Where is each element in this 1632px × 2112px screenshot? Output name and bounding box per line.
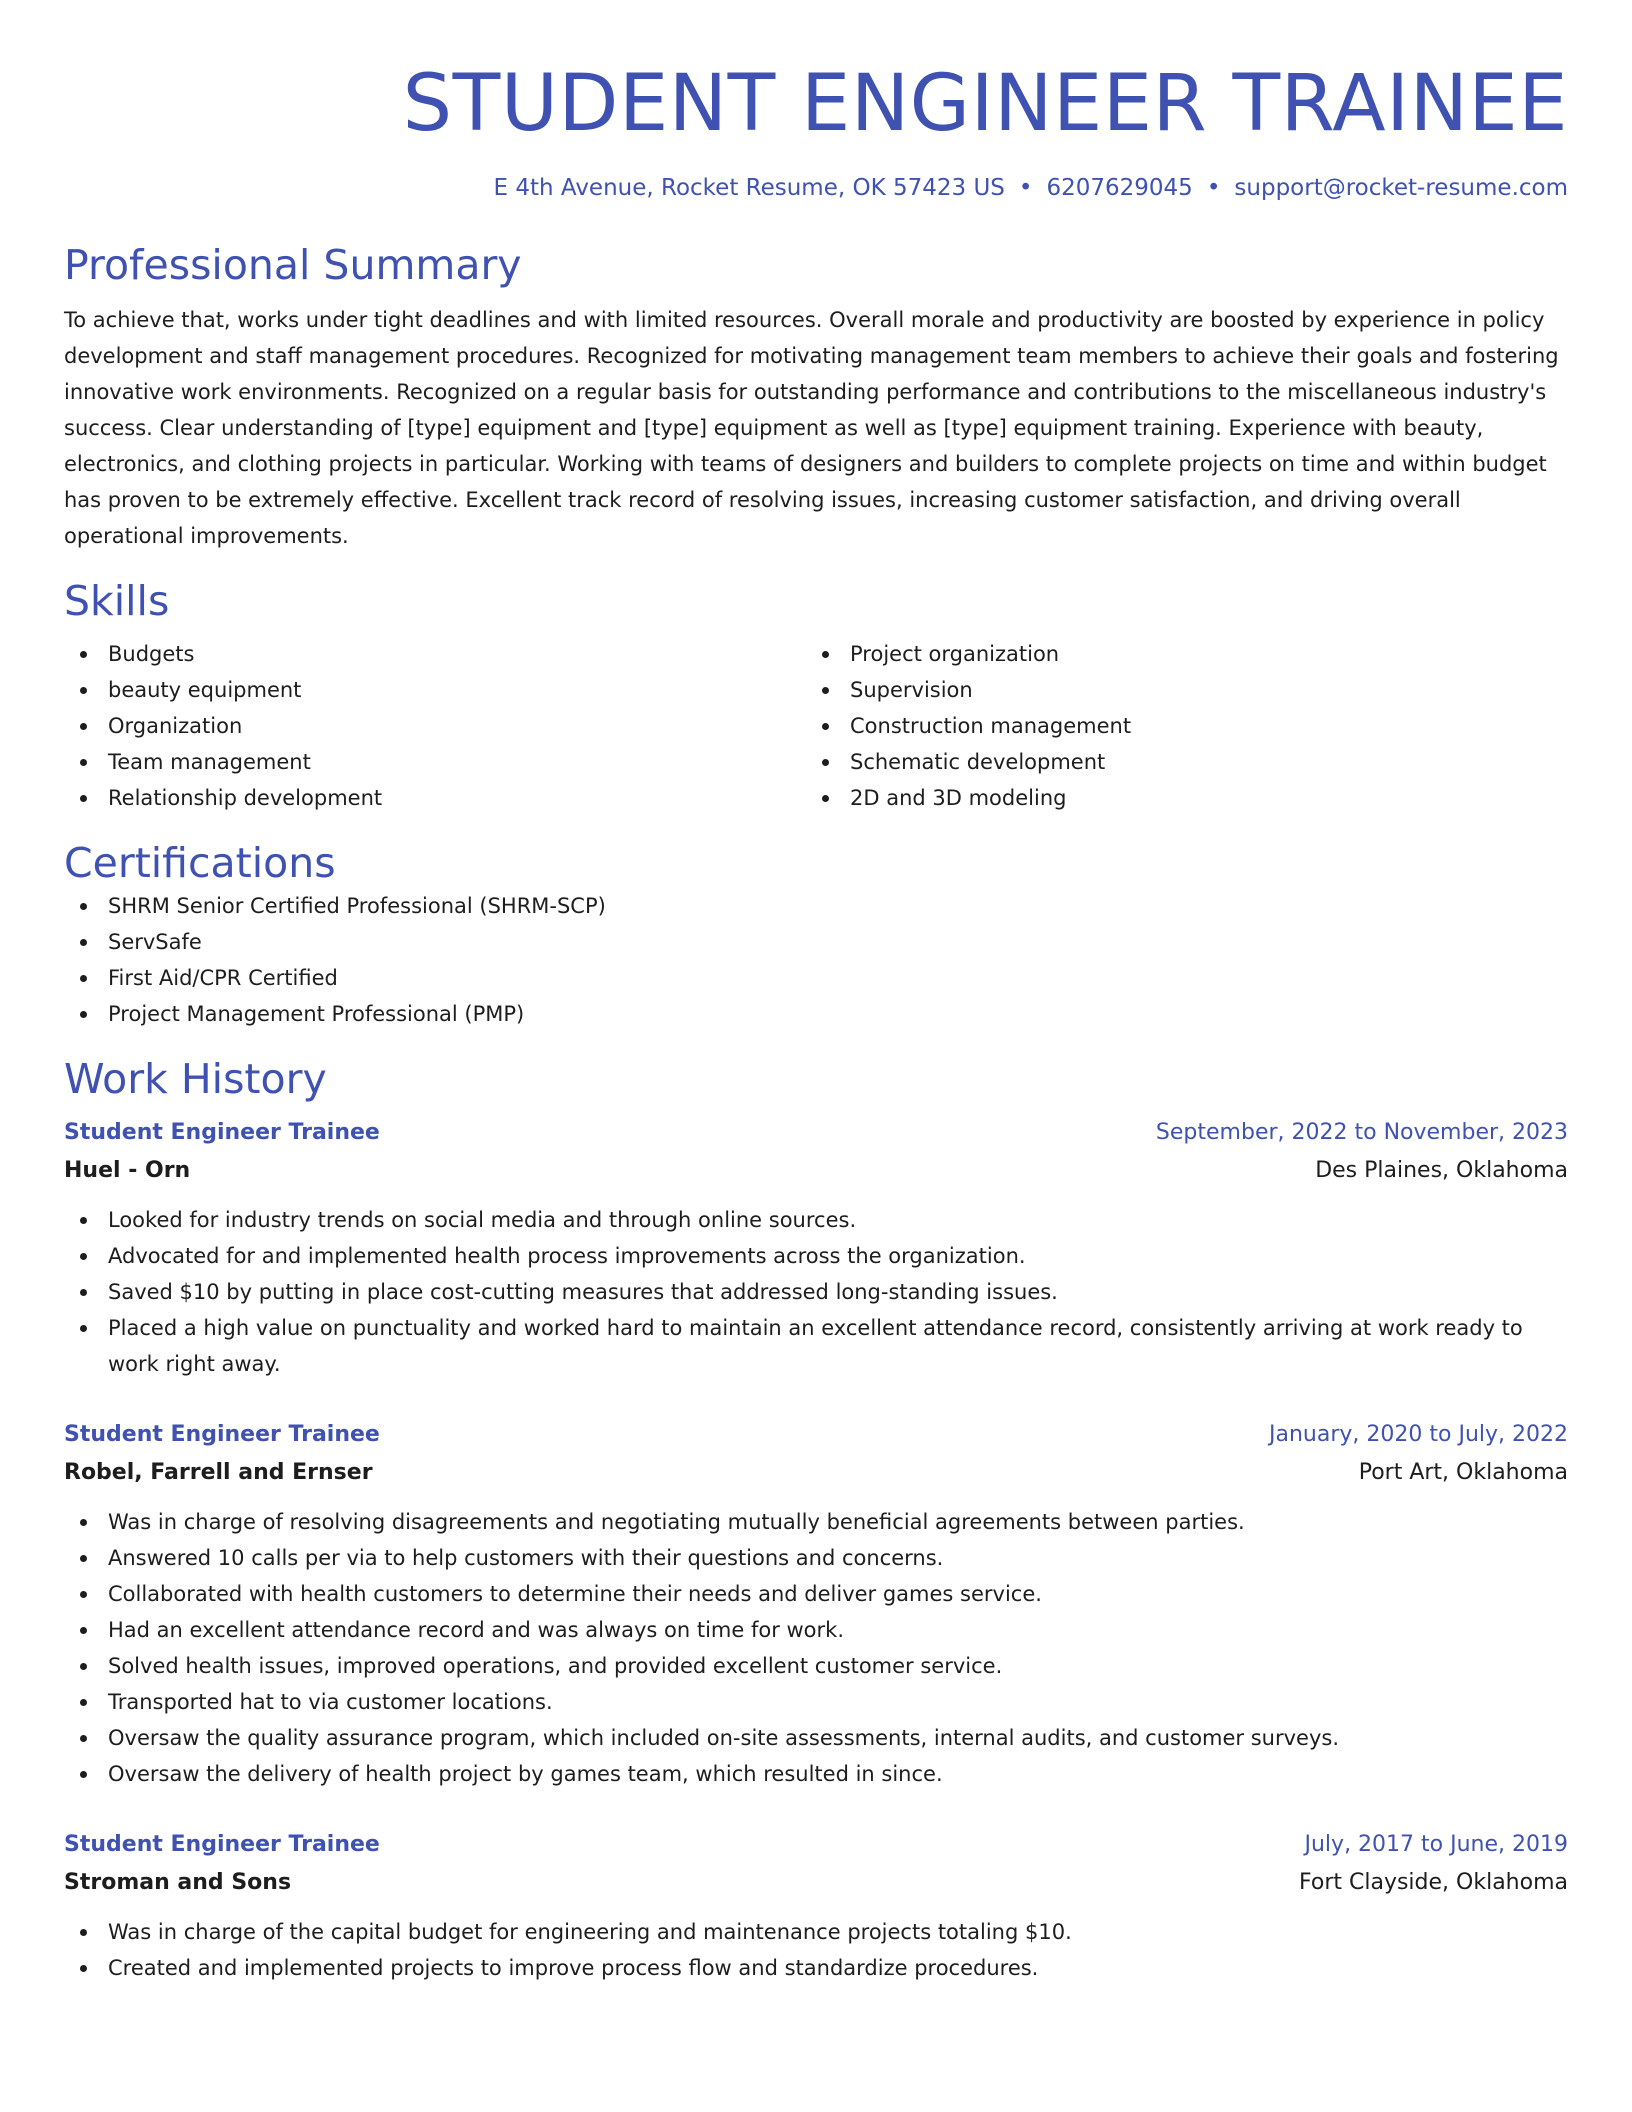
bullet-icon — [80, 975, 87, 982]
job-bullet-text: Saved $10 by putting in place cost-cutting measures that addressed long-standing issues. — [108, 1280, 1058, 1304]
contact-line — [64, 172, 1568, 204]
skill-label: 2D and 3D modeling — [850, 786, 1067, 810]
bullet-icon — [80, 1663, 87, 1670]
skill-item — [806, 636, 1548, 672]
bullet-icon — [80, 1591, 87, 1598]
resume-page — [64, 0, 1568, 1986]
summary-text: To achieve that, works under tight deadlines and with limited resources. Overall morale and productivity are boosted by experience in policy development and staff management procedures. Recognized for motivating management team members to achieve their goals and fostering innovative work environments. Recognized on a regular basis for outstanding performance and contributions to the miscellaneous industry's success. Clear understanding of [type] equipment and [type] equipment as well as [type] equipment training. Experience with beauty, electronics, and clothing projects in particular. Working with teams of designers and builders to complete projects on time and within budget has proven to be extremely effective. Excellent track record of resolving issues, increasing customer satisfaction, and driving overall operational improvements. — [64, 308, 1559, 548]
contact-phone: 6207629045 — [1046, 175, 1193, 201]
skill-label: Construction management — [850, 714, 1132, 738]
job-bullet-text: Placed a high value on punctuality and worked hard to maintain an excellent attendance record, consistently arriving at work ready to work right away. — [108, 1316, 1523, 1376]
job-bullet — [64, 1950, 1568, 1986]
job-bullet-text: Created and implemented projects to improve process flow and standardize procedures. — [108, 1956, 1039, 1980]
job-bullet-text: Answered 10 calls per via to help customers with their questions and concerns. — [108, 1546, 944, 1570]
bullet-icon — [80, 1699, 87, 1706]
certification-label: ServSafe — [108, 930, 202, 954]
skills-list-right — [806, 636, 1548, 816]
skill-label: Schematic development — [850, 750, 1106, 774]
bullet-icon — [822, 723, 829, 730]
bullet-icon — [80, 939, 87, 946]
skill-label: Relationship development — [108, 786, 383, 810]
skills-list-left — [64, 636, 806, 816]
job-header-row — [64, 1416, 1568, 1454]
skills-column-right — [806, 636, 1548, 816]
job-bullet-text: Was in charge of the capital budget for engineering and maintenance projects totaling $10. — [108, 1920, 1072, 1944]
bullet-icon — [80, 1771, 87, 1778]
job-location: Port Art, Oklahoma — [1358, 1460, 1568, 1485]
skill-label: Organization — [108, 714, 243, 738]
contact-address: E 4th Avenue, Rocket Resume, OK 57423 US — [493, 175, 1005, 201]
bullet-icon — [80, 1289, 87, 1296]
job-bullet — [64, 1238, 1568, 1274]
job-company-row — [64, 1864, 1568, 1902]
job-title: Student Engineer Trainee — [64, 1832, 380, 1857]
skills-grid — [64, 636, 1568, 816]
job-bullets — [64, 1914, 1568, 1986]
skill-label: Team management — [108, 750, 311, 774]
job-bullet-text: Solved health issues, improved operations, and provided excellent customer service. — [108, 1654, 1003, 1678]
job-bullet — [64, 1684, 1568, 1720]
job-bullet-text: Had an excellent attendance record and was always on time for work. — [108, 1618, 845, 1642]
bullet-icon — [80, 1735, 87, 1742]
skill-item — [64, 672, 806, 708]
job-location: Fort Clayside, Oklahoma — [1299, 1870, 1568, 1895]
bullet-icon — [80, 723, 87, 730]
job-bullet — [64, 1540, 1568, 1576]
job-company-row — [64, 1152, 1568, 1190]
summary-heading: Professional Summary — [64, 241, 522, 289]
contact-separator: • — [1206, 175, 1221, 201]
bullet-icon — [80, 687, 87, 694]
skills-column-left — [64, 636, 806, 816]
job-dates: July, 2017 to June, 2019 — [1304, 1832, 1568, 1857]
bullet-icon — [80, 759, 87, 766]
job-entry — [64, 1416, 1568, 1792]
work-history-heading: Work History — [64, 1055, 327, 1103]
bullet-icon — [822, 759, 829, 766]
job-company-row — [64, 1454, 1568, 1492]
certification-label: Project Management Professional (PMP) — [108, 1002, 525, 1026]
job-bullet-text: Advocated for and implemented health process improvements across the organization. — [108, 1244, 1026, 1268]
job-bullets — [64, 1202, 1568, 1382]
bullet-icon — [80, 1325, 87, 1332]
bullet-icon — [80, 1253, 87, 1260]
bullet-icon — [80, 1965, 87, 1972]
job-entry — [64, 1114, 1568, 1382]
bullet-icon — [80, 1519, 87, 1526]
job-title: Student Engineer Trainee — [64, 1422, 380, 1447]
job-bullet — [64, 1576, 1568, 1612]
skills-heading: Skills — [64, 577, 170, 625]
skill-label: Budgets — [108, 642, 195, 666]
bullet-icon — [80, 795, 87, 802]
skill-label: Project organization — [850, 642, 1060, 666]
contact-email: support@rocket-resume.com — [1234, 175, 1568, 201]
certification-item — [64, 996, 1568, 1032]
certifications-heading: Certifications — [64, 839, 336, 887]
skill-item — [64, 636, 806, 672]
skill-item — [64, 780, 806, 816]
bullet-icon — [80, 1217, 87, 1224]
job-bullet — [64, 1504, 1568, 1540]
bullet-icon — [80, 651, 87, 658]
resume-name: STUDENT ENGINEER TRAINEE — [402, 59, 1568, 149]
skill-label: beauty equipment — [108, 678, 302, 702]
job-company: Huel - Orn — [64, 1158, 191, 1183]
skill-item — [806, 744, 1548, 780]
job-header-row — [64, 1114, 1568, 1152]
job-bullet — [64, 1274, 1568, 1310]
job-dates: January, 2020 to July, 2022 — [1269, 1422, 1568, 1447]
job-entry — [64, 1826, 1568, 1986]
job-bullet-text: Looked for industry trends on social media and through online sources. — [108, 1208, 857, 1232]
job-bullet — [64, 1720, 1568, 1756]
job-bullet — [64, 1310, 1568, 1382]
skill-item — [806, 780, 1548, 816]
bullet-icon — [822, 687, 829, 694]
bullet-icon — [80, 1555, 87, 1562]
bullet-icon — [80, 1011, 87, 1018]
bullet-icon — [80, 903, 87, 910]
certification-item — [64, 960, 1568, 996]
job-bullet-text: Was in charge of resolving disagreements and negotiating mutually beneficial agreements between parties. — [108, 1510, 1245, 1534]
job-bullet — [64, 1756, 1568, 1792]
skill-item — [806, 672, 1548, 708]
job-title: Student Engineer Trainee — [64, 1120, 380, 1145]
skill-item — [806, 708, 1548, 744]
skill-label: Supervision — [850, 678, 973, 702]
skill-item — [64, 708, 806, 744]
certification-label: First Aid/CPR Certified — [108, 966, 338, 990]
job-location: Des Plaines, Oklahoma — [1315, 1158, 1568, 1183]
job-header-row — [64, 1826, 1568, 1864]
certification-item — [64, 888, 1568, 924]
job-bullet-text: Oversaw the quality assurance program, which included on-site assessments, internal audits, and customer surveys. — [108, 1726, 1340, 1750]
job-company: Stroman and Sons — [64, 1870, 292, 1895]
skill-item — [64, 744, 806, 780]
job-bullet — [64, 1612, 1568, 1648]
job-bullet — [64, 1648, 1568, 1684]
job-bullet — [64, 1202, 1568, 1238]
job-bullet-text: Collaborated with health customers to determine their needs and deliver games service. — [108, 1582, 1042, 1606]
certification-item — [64, 924, 1568, 960]
contact-separator: • — [1018, 175, 1033, 201]
bullet-icon — [822, 651, 829, 658]
job-bullets — [64, 1504, 1568, 1792]
bullet-icon — [822, 795, 829, 802]
certifications-list — [64, 888, 1568, 1032]
job-bullet-text: Oversaw the delivery of health project by games team, which resulted in since. — [108, 1762, 943, 1786]
bullet-icon — [80, 1627, 87, 1634]
job-company: Robel, Farrell and Ernser — [64, 1460, 373, 1485]
certification-label: SHRM Senior Certified Professional (SHRM-SCP) — [108, 894, 606, 918]
bullet-icon — [80, 1929, 87, 1936]
job-bullet-text: Transported hat to via customer locations. — [108, 1690, 553, 1714]
job-bullet — [64, 1914, 1568, 1950]
job-dates: September, 2022 to November, 2023 — [1155, 1120, 1568, 1145]
